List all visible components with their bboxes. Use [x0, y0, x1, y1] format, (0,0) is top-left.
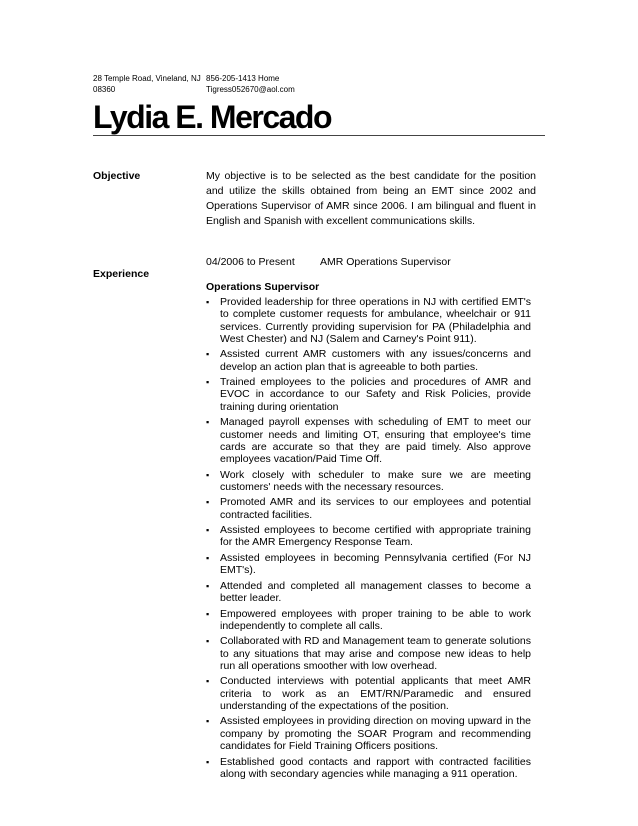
- duty-item: [206, 348, 531, 373]
- bullet-icon: ▪: [206, 580, 210, 591]
- bullet-icon: ▪: [206, 716, 210, 727]
- address-line-1: 28 Temple Road, Vineland, NJ: [93, 74, 201, 83]
- duty-text: Managed payroll expenses with scheduling of EMT to meet our customer needs and limiting OT, ensuring that employee's time cards are accurate so that they are paid timely. Also approve employees vacation/Paid Time Off.: [220, 416, 531, 466]
- bullet-icon: ▪: [206, 469, 210, 480]
- address-block: [93, 73, 203, 95]
- job-header: [206, 256, 451, 268]
- bullet-icon: ▪: [206, 497, 210, 508]
- duty-text: Attended and completed all management classes to become a better leader.: [220, 579, 531, 605]
- duty-text: Promoted AMR and its services to our employees and potential contracted facilities.: [220, 496, 531, 521]
- phone-email-block: [206, 73, 366, 95]
- bullet-icon: ▪: [206, 349, 210, 360]
- duty-item: [206, 635, 531, 672]
- duty-item: [206, 376, 531, 413]
- email: Tigress052670@aol.com: [206, 85, 295, 94]
- duty-text: Assisted employees to become certified with appropriate training for the AMR Emergency Response Team.: [220, 524, 531, 549]
- duty-item: [206, 715, 531, 752]
- objective-text: My objective is to be selected as the best candidate for the position and utilize the skills obtained from being an EMT since 2002 and Operations Supervisor of AMR since 2006. I am bilingual and fluent in English and Spanish with excellent communications skills.: [206, 170, 536, 227]
- bullet-icon: ▪: [206, 552, 210, 563]
- duty-item: [206, 496, 531, 521]
- duty-text: Conducted interviews with potential applicants that meet AMR criteria to work as an EMT/RN/Paramedic and ensured understanding of the expectations of the position.: [220, 675, 531, 712]
- job-dates: 04/2006 to Present: [206, 256, 295, 268]
- bullet-icon: ▪: [206, 417, 210, 428]
- candidate-name: Lydia E. Mercado: [93, 99, 331, 135]
- bullet-icon: ▪: [206, 525, 210, 536]
- job-title: Operations Supervisor: [206, 281, 320, 293]
- phone: 856-205-1413 Home: [206, 74, 280, 83]
- bullet-icon: ▪: [206, 756, 210, 767]
- duty-text: Established good contacts and rapport with contracted facilities along with secondary agencies while managing a 911 operation.: [220, 755, 531, 780]
- duty-item: [206, 469, 531, 494]
- header-divider: [93, 135, 545, 136]
- duty-item: [206, 675, 531, 712]
- duty-item: [206, 580, 531, 605]
- bullet-icon: ▪: [206, 608, 210, 619]
- duty-item: [206, 296, 531, 345]
- bullet-icon: ▪: [206, 297, 210, 307]
- experience-label: Experience: [93, 268, 150, 280]
- duty-text: Assisted employees in providing direction on moving upward in the company by promoting the SOAR Program and recommending candidates for Field Training Officers positions.: [220, 715, 531, 753]
- job-company-role: AMR Operations Supervisor: [320, 256, 451, 268]
- duty-text: Empowered employees with proper training to be able to work independently to complete all calls.: [220, 607, 531, 632]
- address-line-2: 08360: [93, 85, 116, 94]
- duty-item: [206, 552, 531, 577]
- bullet-icon: ▪: [206, 636, 210, 647]
- duties-list: [206, 296, 531, 783]
- duty-text: Assisted current AMR customers with any issues/concerns and develop an action plan that is agreeable to both parties.: [220, 348, 531, 373]
- bullet-icon: ▪: [206, 676, 210, 687]
- duty-item: [206, 608, 531, 633]
- duty-text: Trained employees to the policies and procedures of AMR and EVOC in accordance to our Safety and Risk Policies, provide training during orientation: [220, 376, 531, 413]
- duty-text: Provided leadership for three operations in NJ with certified EMT's to complete customer requests for ambulance, wheelchair or 911 services. Currently providing supervision for PA (Philadelphia and West Chester) and NJ (Salem and Carney's Point 911).: [220, 296, 531, 345]
- duty-item: [206, 756, 531, 781]
- objective-label: Objective: [93, 170, 141, 182]
- bullet-icon: ▪: [206, 377, 210, 388]
- duty-text: Assisted employees in becoming Pennsylvania certified (For NJ EMT's).: [220, 551, 531, 577]
- duty-text: Collaborated with RD and Management team to generate solutions to any situations that may arise and compose new ideas to help run all operations smoother with low overhead.: [220, 635, 531, 672]
- duty-text: Work closely with scheduler to make sure we are meeting customers' needs with the necessary resources.: [220, 468, 531, 493]
- duty-item: [206, 416, 531, 465]
- duty-item: [206, 524, 531, 549]
